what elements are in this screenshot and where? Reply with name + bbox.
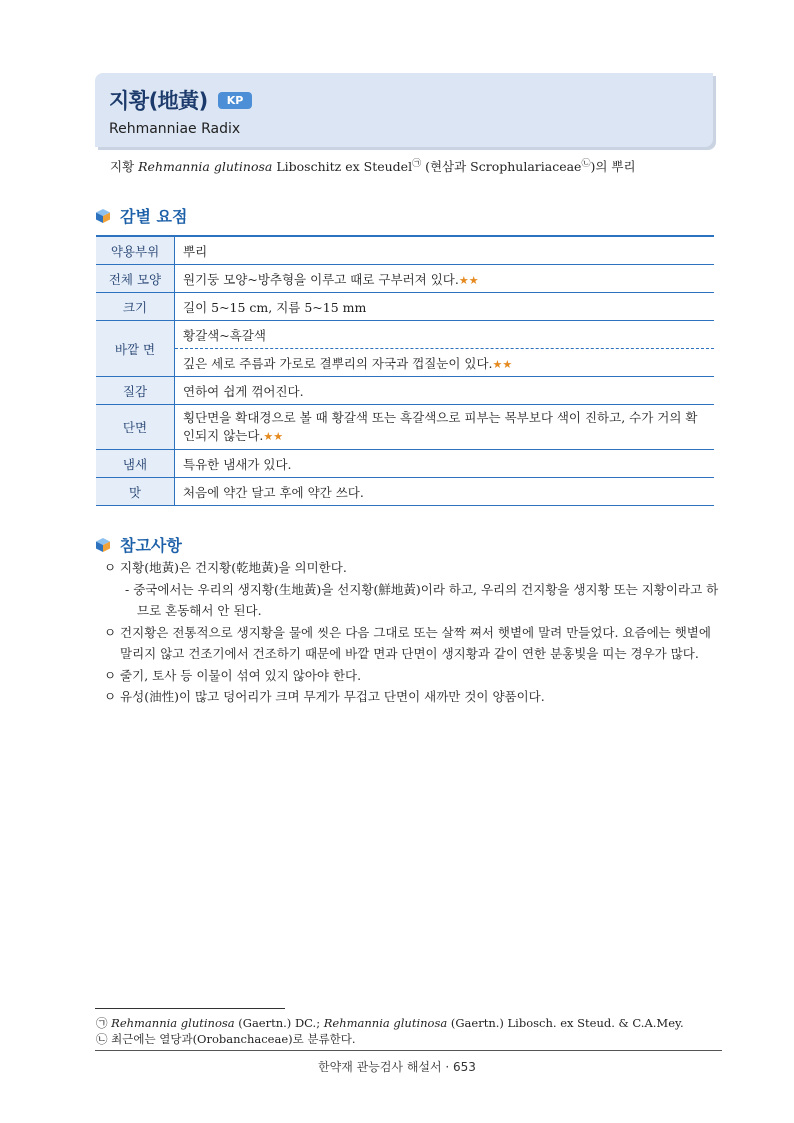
origin-suffix: )의 뿌리 xyxy=(590,159,636,175)
identification-table xyxy=(96,235,714,506)
title-line xyxy=(109,85,252,115)
table-row xyxy=(96,265,714,293)
row-label: 전체 모양 xyxy=(96,265,175,293)
star-rating: ★★ xyxy=(458,273,479,287)
species-author: Liboschitz ex Steudel xyxy=(276,159,413,175)
row-label: 질감 xyxy=(96,377,175,405)
origin-prefix: 지황 xyxy=(110,159,135,175)
footnote-2: ㉡ 최근에는 열당과(Orobanchaceae)로 분류한다. xyxy=(96,1032,356,1046)
footnote-mark-1: ㉠ xyxy=(412,159,422,169)
section-heading-identification xyxy=(96,204,187,227)
footnote-1: ㉠ Rehmannia glutinosa (Gaertn.) DC.; Rehmannia glutinosa (Gaertn.) Libosch. ex Steud. & C.A.Mey. xyxy=(96,1016,684,1030)
note-item: ㅇ 유성(油性)이 많고 덩어리가 크며 무게가 무겁고 단면이 새까만 것이 양품이다. xyxy=(104,689,545,704)
table-row xyxy=(96,321,714,349)
note-item: ㅇ 줄기, 토사 등 이물이 섞여 있지 않아야 한다. xyxy=(104,667,362,683)
row-value: 깊은 세로 주름과 가로로 결뿌리의 자국과 껍질눈이 있다.★★ xyxy=(175,349,715,377)
title-box xyxy=(95,73,713,147)
origin-line xyxy=(110,156,710,175)
table-row xyxy=(96,236,714,265)
row-value: 황갈색~흑갈색 xyxy=(175,321,715,349)
footer-divider xyxy=(95,1050,722,1051)
latin-name: Rehmanniae Radix xyxy=(109,121,241,137)
family-name: (현삼과 Scrophulariaceae xyxy=(425,159,582,175)
kp-badge: KP xyxy=(218,92,253,109)
row-label: 냄새 xyxy=(96,450,175,478)
species-name: Rehmannia glutinosa xyxy=(138,159,273,175)
table-row xyxy=(96,478,714,506)
row-label: 바깥 면 xyxy=(96,321,175,377)
notes-list xyxy=(104,557,722,708)
table-row xyxy=(96,377,714,405)
cube-icon xyxy=(96,538,110,552)
row-value: 뿌리 xyxy=(175,236,715,265)
row-value: 처음에 약간 달고 후에 약간 쓰다. xyxy=(175,478,715,506)
table-row xyxy=(96,450,714,478)
footnote-mark-2: ㉡ xyxy=(581,159,591,169)
row-value: 연하여 쉽게 꺾어진다. xyxy=(175,377,715,405)
table-row xyxy=(96,293,714,321)
note-item: ㅇ 건지황은 전통적으로 생지황을 물에 씻은 다음 그대로 또는 살짝 쪄서 햇볕에 말려 만들었다. 요즘에는 햇볕에 말리지 않고 건조기에서 건조하기 때문에 바깥 면과 단면이 생지황과 같이 연한 분홍빛을 띠는 경우가 많다. xyxy=(104,624,711,661)
table-row xyxy=(96,349,714,377)
row-label: 크기 xyxy=(96,293,175,321)
note-item: ㅇ 지황(地黃)은 건지황(乾地黃)을 의미한다. xyxy=(104,560,347,575)
cube-icon xyxy=(96,209,110,223)
page-footer: 한약재 관능검사 해설서 · 653 xyxy=(318,1060,476,1074)
row-label: 약용부위 xyxy=(96,236,175,265)
star-rating: ★★ xyxy=(492,357,513,371)
page-title: 지황(地黃) xyxy=(109,89,208,113)
table-row xyxy=(96,405,714,450)
footnote-divider xyxy=(95,1008,285,1009)
section-title: 참고사항 xyxy=(120,536,182,555)
note-subitem: - 중국에서는 우리의 생지황(生地黃)을 선지황(鮮地黃)이라 하고, 우리의 건지황을 생지황 또는 지황이라고 하므로 혼동해서 안 된다. xyxy=(125,581,719,618)
row-value: 특유한 냄새가 있다. xyxy=(175,450,715,478)
row-label: 단면 xyxy=(96,405,175,450)
row-value: 횡단면을 확대경으로 볼 때 황갈색 또는 흑갈색으로 피부는 목부보다 색이 진하고, 수가 거의 확인되지 않는다.★★ xyxy=(175,405,715,450)
star-rating: ★★ xyxy=(263,429,284,443)
row-value: 원기둥 모양~방추형을 이루고 때로 구부러져 있다.★★ xyxy=(175,265,715,293)
section-heading-notes xyxy=(96,533,182,556)
section-title: 감별 요점 xyxy=(120,207,188,226)
row-label: 맛 xyxy=(96,478,175,506)
row-value: 길이 5~15 cm, 지름 5~15 mm xyxy=(175,293,715,321)
